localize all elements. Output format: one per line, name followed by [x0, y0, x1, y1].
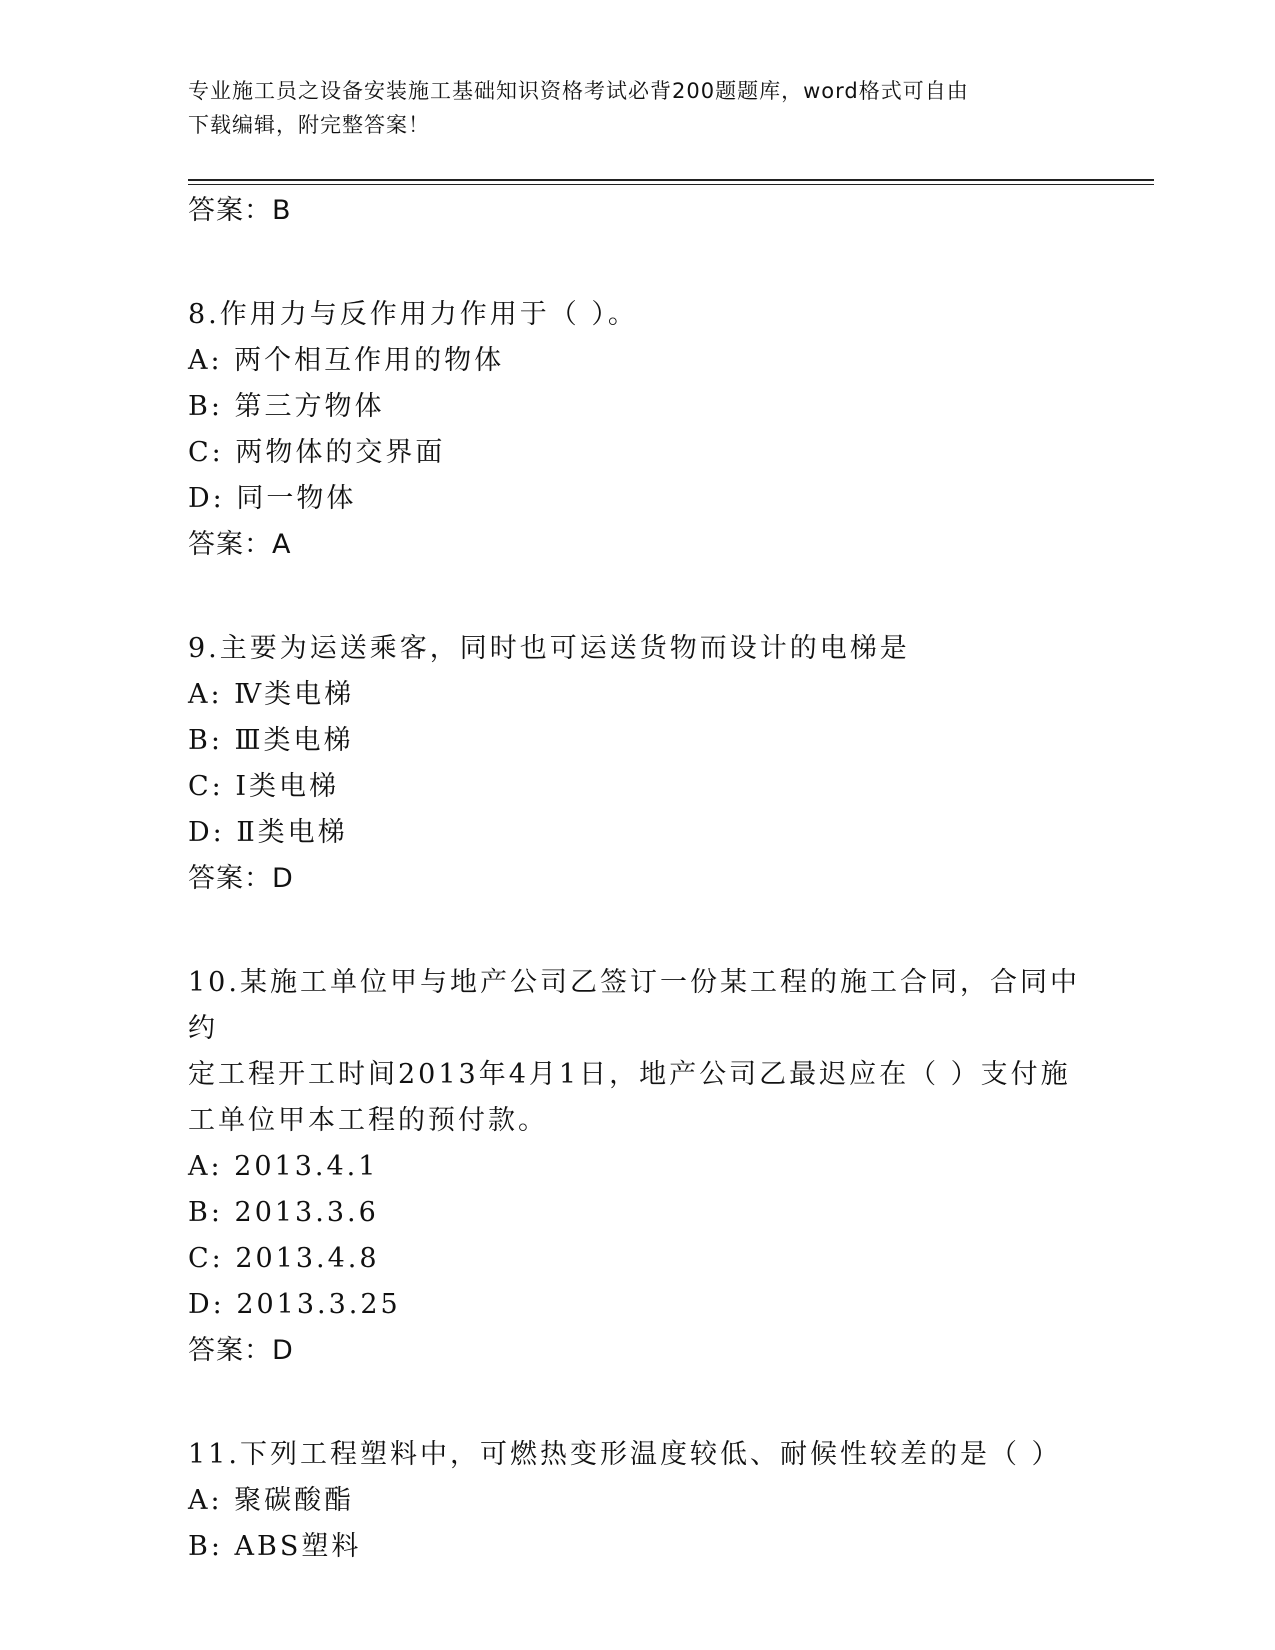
header-line-2: 下载编辑，附完整答案！ — [188, 113, 430, 137]
option-c: C: 2013.4.8 — [188, 1243, 380, 1274]
option-a: A: 两个相互作用的物体 — [188, 345, 505, 376]
option-c: C: Ⅰ类电梯 — [188, 771, 340, 802]
option-b: B: Ⅲ类电梯 — [188, 725, 354, 756]
document-header — [188, 74, 1088, 142]
question-text: 11.下列工程塑料中，可燃热变形温度较低、耐候性较差的是（ ） — [188, 1439, 1062, 1470]
option-d: D: 同一物体 — [188, 483, 357, 514]
question-text: 9.主要为运送乘客，同时也可运送货物而设计的电梯是 — [188, 633, 910, 664]
option-a: A: 2013.4.1 — [188, 1151, 379, 1182]
question-9 — [188, 626, 1088, 902]
question-text-line-3: 工单位甲本工程的预付款。 — [188, 1105, 548, 1136]
header-line-1: 专业施工员之设备安装施工基础知识资格考试必背200题题库，word格式可自由 — [188, 79, 969, 103]
option-d: D: 2013.3.25 — [188, 1289, 401, 1320]
header-divider-thick — [188, 179, 1154, 181]
option-b: B: 第三方物体 — [188, 391, 385, 422]
question-text: 8.作用力与反作用力作用于（ ）。 — [188, 299, 638, 330]
option-a: A: Ⅳ类电梯 — [188, 679, 355, 710]
question-text-line-2: 定工程开工时间2013年4月1日，地产公司乙最迟应在（ ）支付施 — [188, 1059, 1071, 1090]
answer: 答案：D — [188, 1335, 294, 1366]
question-8 — [188, 292, 1088, 568]
answer: 答案：D — [188, 863, 294, 894]
header-divider-thin — [188, 184, 1154, 185]
question-10 — [188, 960, 1088, 1374]
answer: 答案：A — [188, 529, 292, 560]
option-b: B: 2013.3.6 — [188, 1197, 379, 1228]
previous-answer: 答案：B — [188, 195, 292, 226]
option-a: A: 聚碳酸酯 — [188, 1485, 355, 1516]
option-b: B: ABS塑料 — [188, 1531, 362, 1562]
question-list — [188, 188, 1088, 1570]
option-c: C: 两物体的交界面 — [188, 437, 446, 468]
question-text-line-1: 10.某施工单位甲与地产公司乙签订一份某工程的施工合同，合同中约 — [188, 967, 1080, 1044]
question-11 — [188, 1432, 1088, 1570]
option-d: D: Ⅱ类电梯 — [188, 817, 348, 848]
